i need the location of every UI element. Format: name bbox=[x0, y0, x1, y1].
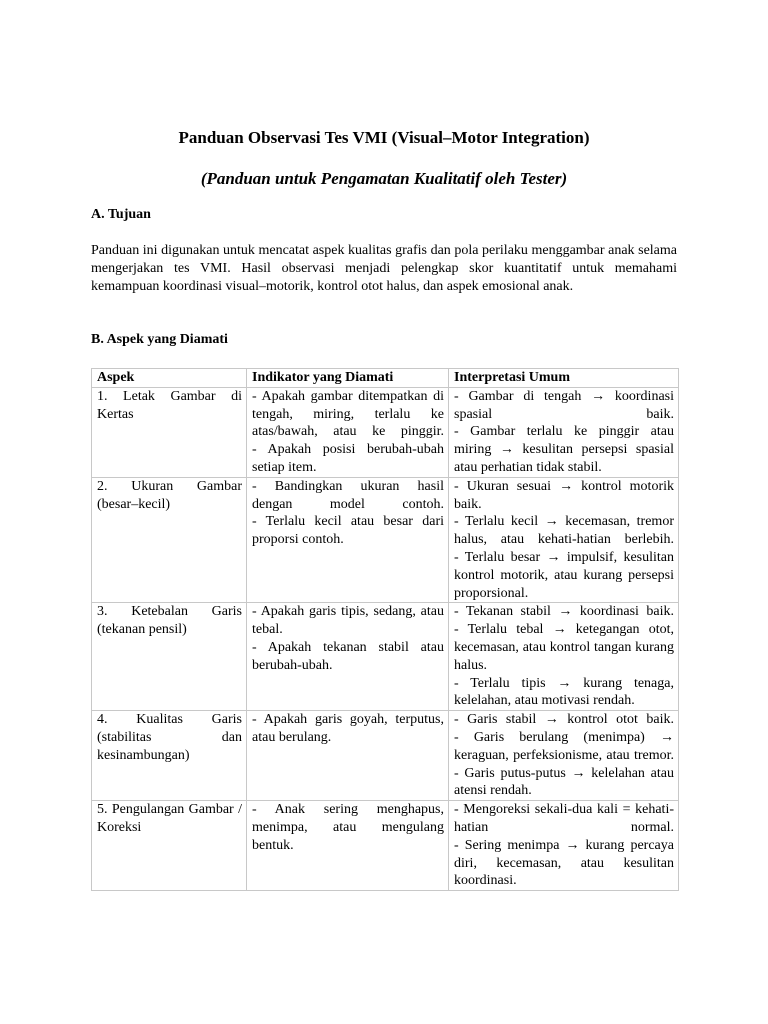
table-row bbox=[92, 603, 679, 711]
column-header-aspek: Aspek bbox=[92, 369, 247, 388]
cell-indikator bbox=[247, 387, 449, 477]
cell-interpretasi bbox=[449, 801, 679, 891]
interpretasi-item: - Tekanan stabil → koordinasi baik. bbox=[454, 604, 674, 620]
table-row bbox=[92, 387, 679, 477]
indikator-item: - Bandingkan ukuran hasil dengan model contoh. bbox=[252, 478, 444, 512]
section-a-heading: A. Tujuan bbox=[91, 207, 151, 222]
indikator-item: - Anak sering menghapus, menimpa, atau mengulang bentuk. bbox=[252, 802, 444, 853]
column-header-interpretasi: Interpretasi Umum bbox=[449, 369, 679, 388]
interpretasi-item: - Terlalu tipis → kurang tenaga, kelelahan, atau motivasi rendah. bbox=[454, 675, 674, 709]
table-row bbox=[92, 711, 679, 801]
cell-indikator bbox=[247, 801, 449, 891]
cell-indikator bbox=[247, 603, 449, 711]
cell-aspek: 4. Kualitas Garis (stabilitas dan kesinambungan) bbox=[92, 711, 247, 801]
interpretasi-item: - Gambar di tengah → koordinasi spasial baik. bbox=[454, 388, 674, 422]
cell-aspek: 2. Ukuran Gambar (besar–kecil) bbox=[92, 477, 247, 603]
cell-aspek: 1. Letak Gambar di Kertas bbox=[92, 387, 247, 477]
cell-interpretasi bbox=[449, 477, 679, 603]
indikator-item: - Apakah posisi berubah-ubah setiap item. bbox=[252, 442, 444, 475]
indikator-item: - Terlalu kecil atau besar dari proporsi contoh. bbox=[252, 514, 444, 548]
section-b-heading: B. Aspek yang Diamati bbox=[91, 332, 228, 347]
table-header-row bbox=[92, 369, 679, 388]
table-row bbox=[92, 477, 679, 603]
interpretasi-item: - Garis berulang (menimpa) → keraguan, perfeksionisme, atau tremor. bbox=[454, 729, 674, 763]
observation-table bbox=[91, 368, 679, 891]
indikator-item: - Apakah garis tipis, sedang, atau tebal. bbox=[252, 604, 444, 638]
interpretasi-item: - Ukuran sesuai → kontrol motorik baik. bbox=[454, 478, 674, 512]
cell-interpretasi bbox=[449, 711, 679, 801]
indikator-item: - Apakah gambar ditempatkan di tengah, miring, terlalu ke atas/bawah, atau ke pinggir. bbox=[252, 388, 444, 440]
interpretasi-item: - Sering menimpa → kurang percaya diri, kecemasan, atau kesulitan koordinasi. bbox=[454, 837, 674, 889]
cell-indikator bbox=[247, 477, 449, 603]
document-subtitle: (Panduan untuk Pengamatan Kualitatif oleh Tester) bbox=[200, 169, 568, 188]
table-row bbox=[92, 801, 679, 891]
document-title: Panduan Observasi Tes VMI (Visual–Motor Integration) bbox=[178, 128, 590, 147]
interpretasi-item: - Garis stabil → kontrol otot baik. bbox=[454, 712, 674, 728]
indikator-item: - Apakah tekanan stabil atau berubah-ubah. bbox=[252, 639, 444, 673]
section-a-paragraph: Panduan ini digunakan untuk mencatat aspek kualitas grafis dan pola perilaku menggambar anak selama mengerjakan tes VMI. Hasil observasi menjadi pelengkap skor kuantitatif untuk memahami kemampuan koordinasi visual–motorik, kontrol otot halus, dan aspek emosional anak. bbox=[91, 243, 677, 294]
interpretasi-item: - Terlalu tebal → ketegangan otot, kecemasan, atau kontrol tangan kurang halus. bbox=[454, 622, 674, 673]
interpretasi-item: - Gambar terlalu ke pinggir atau miring → kesulitan persepsi spasial atau perhatian tidak stabil. bbox=[454, 424, 674, 475]
cell-interpretasi bbox=[449, 603, 679, 711]
cell-aspek: 5. Pengulangan Gambar / Koreksi bbox=[92, 801, 247, 891]
cell-indikator bbox=[247, 711, 449, 801]
indikator-item: - Apakah garis goyah, terputus, atau berulang. bbox=[252, 712, 444, 745]
interpretasi-item: - Terlalu besar → impulsif, kesulitan kontrol motorik, atau kurang persepsi proporsional. bbox=[454, 549, 674, 601]
column-header-indikator: Indikator yang Diamati bbox=[247, 369, 449, 388]
interpretasi-item: - Terlalu kecil → kecemasan, tremor halus, atau kehati-hatian berlebih. bbox=[454, 514, 674, 548]
interpretasi-item: - Garis putus-putus → kelelahan atau atensi rendah. bbox=[454, 765, 674, 799]
cell-interpretasi bbox=[449, 387, 679, 477]
interpretasi-item: - Mengoreksi sekali-dua kali = kehati-hatian normal. bbox=[454, 802, 674, 835]
cell-aspek: 3. Ketebalan Garis (tekanan pensil) bbox=[92, 603, 247, 711]
